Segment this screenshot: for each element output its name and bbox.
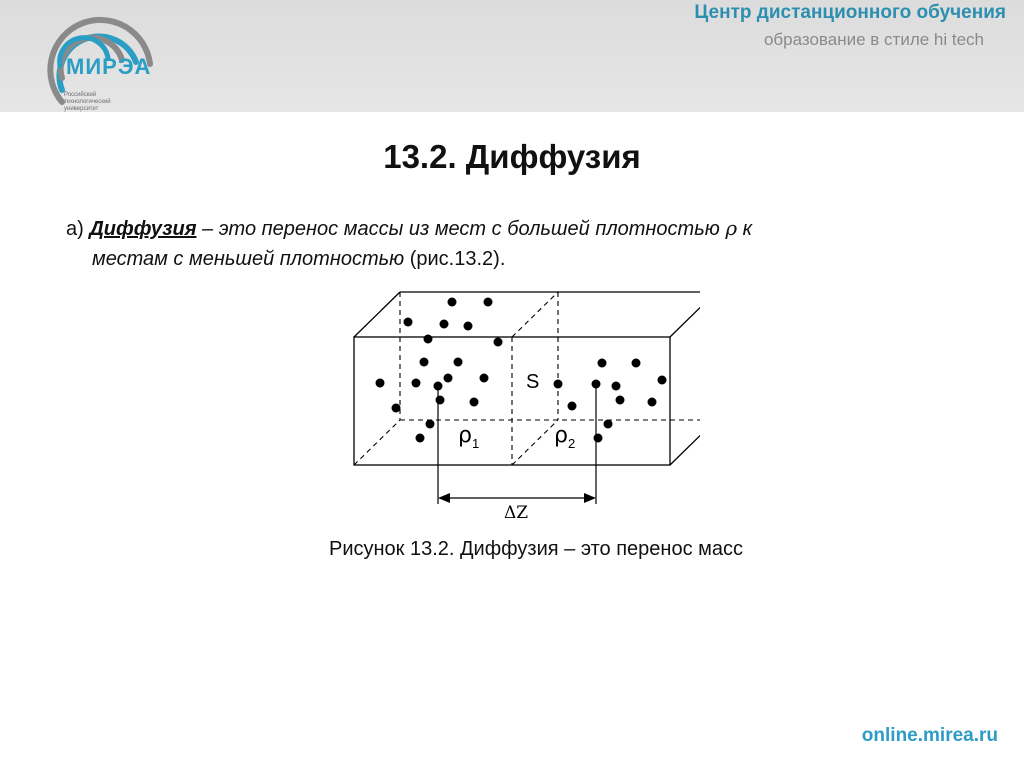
mirea-logo: [4, 4, 174, 112]
particle: [568, 402, 577, 411]
center-subtitle: образование в стиле hi tech: [763, 30, 984, 49]
particle: [454, 358, 463, 367]
box-hidden-depth-edge: [354, 420, 400, 465]
particle: [444, 374, 453, 383]
section-label-s: S: [526, 371, 540, 393]
box-depth-edge-tl: [354, 292, 400, 337]
page-title: 13.2. Диффузия: [383, 138, 641, 175]
logo-subtitle: Российский технологический университет: [64, 92, 111, 112]
definition-text-3: местам с меньшей плотностью: [92, 248, 405, 270]
rho2-label: ρ: [554, 423, 568, 448]
particle: [412, 379, 421, 388]
particle: [436, 396, 445, 405]
logo-name: МИРЭА: [66, 54, 152, 79]
particle: [420, 358, 429, 367]
particle: [416, 434, 425, 443]
particle: [648, 398, 657, 407]
rho2-subscript: 2: [568, 436, 576, 451]
list-marker: а): [66, 218, 84, 240]
arrow-left-icon: [438, 493, 450, 503]
particle: [470, 398, 479, 407]
particle: [404, 318, 413, 327]
diffusion-diagram: [340, 282, 700, 522]
particle: [616, 396, 625, 405]
particle: [440, 320, 449, 329]
arrow-right-icon: [584, 493, 596, 503]
particle: [632, 359, 641, 368]
particle: [392, 404, 401, 413]
definition-text-1: – это перенос массы из мест с большей плотностью: [196, 218, 726, 240]
box-depth-edge-tr: [670, 292, 700, 337]
section-top-edge: [512, 292, 558, 337]
figure-caption: Рисунок 13.2. Диффузия – это перенос масс: [328, 538, 743, 560]
rho1-label: ρ: [458, 423, 472, 448]
term-diffusion: Диффузия: [89, 218, 197, 240]
particle: [598, 359, 607, 368]
section-bottom-edge: [512, 420, 558, 465]
rho1-subscript: 1: [472, 436, 480, 451]
particle: [594, 434, 603, 443]
definition-paragraph: [66, 213, 982, 274]
particle: [658, 376, 667, 385]
definition-text-2: к: [737, 218, 753, 240]
particle: [604, 420, 613, 429]
header-bar: [0, 0, 1024, 112]
particle: [424, 335, 433, 344]
particle: [376, 379, 385, 388]
footer-url[interactable]: online.mirea.ru: [861, 725, 998, 746]
particle: [554, 380, 563, 389]
distance-label: ΔZ: [504, 503, 529, 522]
definition-text-4: (рис.13.2).: [404, 248, 506, 270]
particle: [464, 322, 473, 331]
particle: [434, 382, 443, 391]
particle: [494, 338, 503, 347]
definition-line-2: [66, 244, 982, 274]
diffusion-figure: [340, 282, 700, 522]
box-depth-edge-br: [670, 420, 700, 465]
particle: [426, 420, 435, 429]
particles: [376, 298, 667, 443]
particle: [592, 380, 601, 389]
particle: [484, 298, 493, 307]
particle: [612, 382, 621, 391]
center-title: Центр дистанционного обучения: [694, 2, 1006, 23]
particle: [448, 298, 457, 307]
particle: [480, 374, 489, 383]
rho-symbol: ρ: [725, 216, 738, 240]
